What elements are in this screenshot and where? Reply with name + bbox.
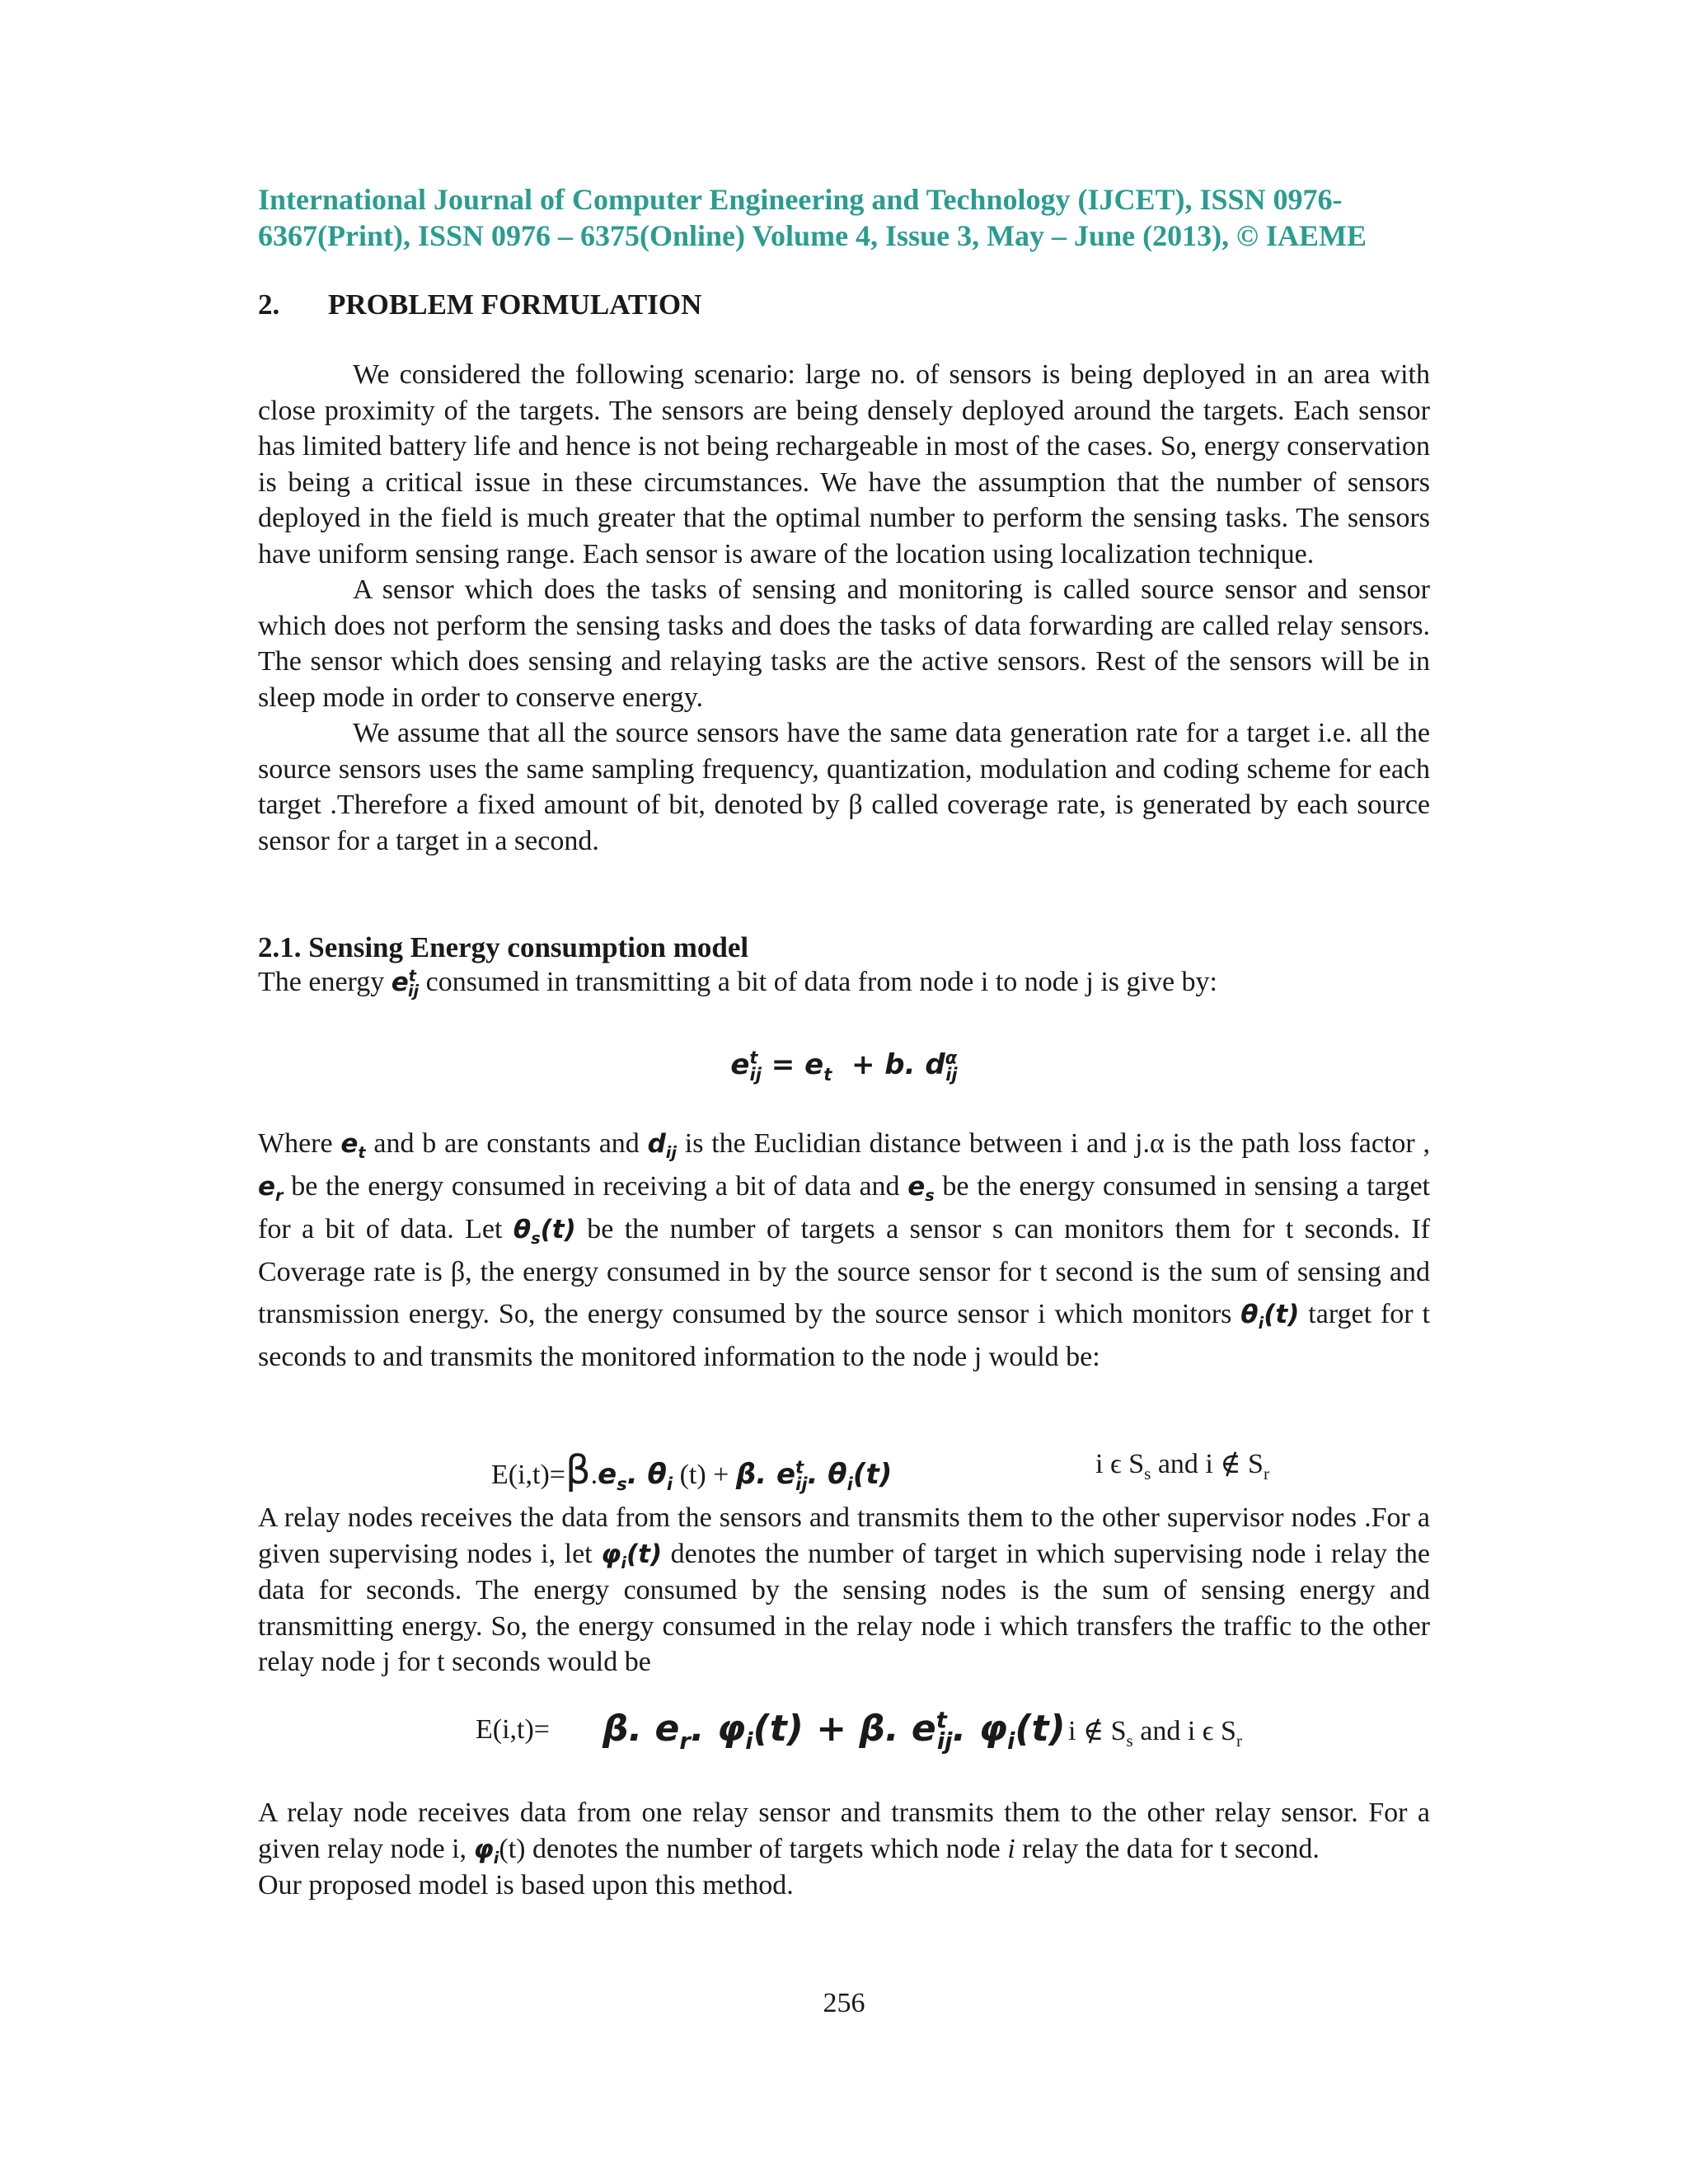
math-phi-i-t: $\varphi_i(t)$ — [601, 1539, 663, 1572]
subsection-heading: 2.1. Sensing Energy consumption model — [258, 931, 749, 963]
relay-paragraph — [258, 1500, 1430, 1680]
math-e-r: $e_r$ — [258, 1172, 284, 1206]
math-theta-i-t: $\theta_i(t)$ — [1240, 1300, 1300, 1333]
energy-line-text-start: The energy — [258, 967, 392, 997]
where-paragraph — [258, 1122, 1430, 1378]
equation-transmit-energy: $e^t_{ij} = e_t + b$. $d^\alpha_{ij}$ — [730, 1047, 958, 1085]
equation-source-condition: i ϵ $S_s$ and i ∉ $S_r$ — [1095, 1449, 1269, 1483]
journal-header-line-2: 6367(Print), ISSN 0976 – 6375(Online) Volume 4, Issue 3, May – June (2013), © IAEME — [258, 219, 1367, 252]
equation-source-energy-formula: $E(i,t)=\beta.e_s$. $\theta_i$ (t) + β. $e^t_{ij}$. $\theta_i(t)$ — [491, 1447, 893, 1494]
math-phi-i: $\varphi_i$ — [473, 1834, 499, 1868]
journal-header — [258, 181, 1430, 254]
final-paragraph — [258, 1795, 1430, 1904]
paragraph-coverage-rate: We assume that all the source sensors have the same data generation rate for a target i.e. all the source sensors uses the same sampling frequency, quantization, modulation and coding scheme for each target .Therefore a fixed amount of bit, denoted by β called coverage rate, is generated by each source sensor for a target in a second. — [258, 718, 1430, 856]
final-text: A relay node receives data from one relay sensor and transmits them to the other relay sensor. For a given relay node i, $\varphi_i(t)$ denotes the number of targets which node i relay the data for t second. — [258, 1797, 1430, 1868]
equation-relay-energy — [258, 1708, 1430, 1760]
relay-text: A relay nodes receives the data from the sensors and transmits them to the other supervisor nodes .For a given supervising nodes i, let $\varphi_i(t)$ denotes the number of target in which supervising node i relay the data for seconds. The energy consumed by the sensing nodes is the sum of sensing energy and transmitting energy. So, the energy consumed in the relay node i which transfers the traffic to the other relay node j for t seconds would be — [258, 1502, 1430, 1677]
page-number: 256 — [823, 1988, 865, 2018]
section-title: PROBLEM FORMULATION — [328, 288, 702, 321]
equation-relay-condition: i ∉ $S_s$ and i ϵ $S_r$ — [1068, 1716, 1242, 1750]
equation-relay-formula: β. $e_r$. $\varphi_i(t) + \beta$. $e^t_{ij}$. $\varphi_i(t)$ — [603, 1708, 1066, 1755]
math-e-ij-t: $e^t_{ij}$ — [391, 966, 420, 1001]
paragraph-sensor-types: A sensor which does the tasks of sensing and monitoring is called source sensor and sensor which does not perform the sensing tasks and does the tasks of data forwarding are called relay sensors. The sensor which does sensing and relaying tasks are the active sensors. Rest of the sensors will be in sleep mode in order to conserve energy. — [258, 574, 1430, 713]
intro-text — [258, 357, 1430, 859]
paragraph-scenario: We considered the following scenario: large no. of sensors is being deployed in an area with close proximity of the targets. The sensors are being densely deployed around the targets. Each sensor has limited battery life and hence is not being rechargeable in most of the cases. So, energy conservation is being a critical issue in these circumstances. We have the assumption that the number of sensors deployed in the field is much greater that the optimal number to perform the sensing tasks. The sensors have uniform sensing range. Each sensor is aware of the location using localization technique. — [258, 359, 1430, 569]
energy-line-text-end: consumed in transmitting a bit of data from node i to node j is give by: — [419, 967, 1217, 997]
math-e-s: $e_s$ — [907, 1172, 935, 1206]
equation-relay-lhs: E(i,t)= — [476, 1714, 550, 1745]
section-number: 2. — [258, 288, 280, 321]
final-text-conclusion: Our proposed model is based upon this method. — [258, 1870, 794, 1900]
math-d-ij: $d_{ij}$ — [647, 1129, 677, 1163]
math-e-t: $e_t$ — [340, 1129, 366, 1163]
energy-definition-line — [258, 966, 1217, 1001]
where-text: Where $e_t$ and b are constants and $d_{ij}$ is the Euclidian distance between i and j.α is the path loss factor , $e_r$ be the energy consumed in receiving a bit of data and $e_s$ be the energy consumed in sensing a target for a bit of data. Let $\theta_s(t)$ be the number of targets a sensor s can monitors them for t seconds. If Coverage rate is β, the energy consumed in by the source sensor for t second is the sum of sensing and transmission energy. So, the energy consumed by the source sensor i which monitors $\theta_i(t)$ target for t seconds to and transmits the monitored information to the node j would be: — [258, 1128, 1430, 1372]
equation-source-energy — [258, 1436, 1430, 1494]
journal-header-line-1: International Journal of Computer Engineering and Technology (IJCET), ISSN 0976- — [258, 183, 1343, 216]
section-heading — [258, 288, 701, 321]
math-theta-s-t: $\theta_s(t)$ — [513, 1215, 576, 1249]
